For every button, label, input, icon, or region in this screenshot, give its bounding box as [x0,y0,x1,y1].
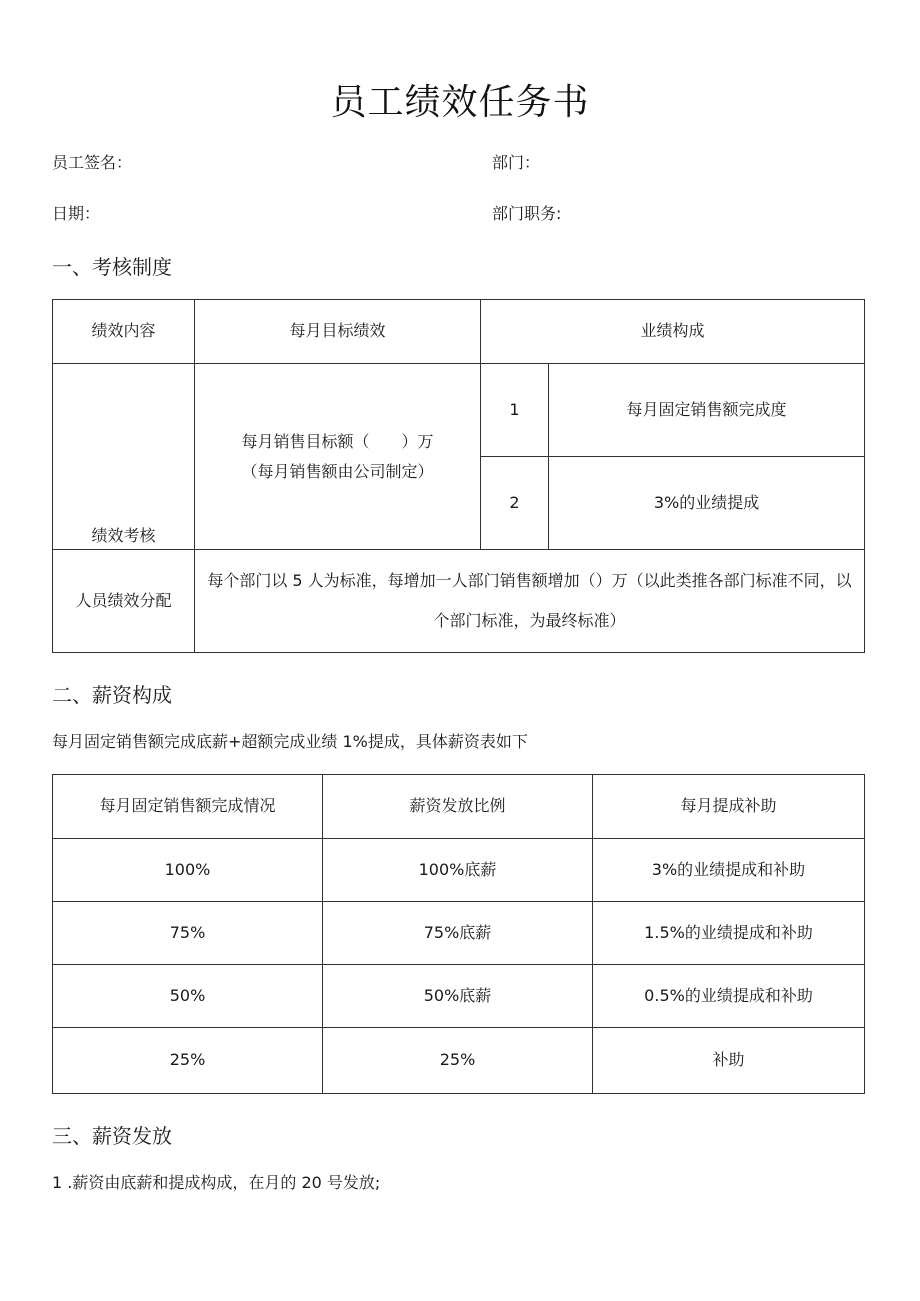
header-perf-content: 绩效内容 [53,300,195,364]
date-label: 日期： [52,204,101,223]
table-cell: 0.5%的业绩提成和补助 [593,965,865,1028]
allocation-label: 人员绩效分配 [53,550,195,653]
header-monthly-target: 每月目标绩效 [195,300,481,364]
section-heading-payment: 三、薪资发放 [52,1124,172,1148]
salary-header-cell: 每月固定销售额完成情况 [53,775,323,839]
allocation-row [53,550,865,653]
item-text: 3%的业绩提成 [549,457,865,550]
salary-header-cell: 每月提成补助 [593,775,865,839]
table-cell: 50%底薪 [323,965,593,1028]
salary-description: 每月固定销售额完成底薪+超额完成业绩 1%提成，具体薪资表如下 [52,732,528,751]
header-performance-composition: 业绩构成 [481,300,865,364]
salary-header-cell: 薪资发放比例 [323,775,593,839]
item-text: 每月固定销售额完成度 [549,364,865,457]
assessment-table [52,299,865,653]
allocation-text: 每个部门以 5 人为标准，每增加一人部门销售额增加（）万（以此类推各部门标准不同，以个部门标准，为最终标准） [195,550,865,653]
table-cell: 75% [53,902,323,965]
assessment-row [53,364,865,457]
position-label: 部门职务: [492,204,562,223]
salary-header-row [53,775,865,839]
table-cell: 100% [53,839,323,902]
section-heading-salary: 二、薪资构成 [52,683,172,707]
item-number: 2 [481,457,549,550]
table-cell: 3%的业绩提成和补助 [593,839,865,902]
salary-table [52,774,865,1094]
monthly-target-cell [195,364,481,550]
employee-sign-label: 员工签名： [52,153,133,172]
table-row [53,902,865,965]
document-title: 员工绩效任务书 [330,82,590,123]
table-cell: 75%底薪 [323,902,593,965]
table-row [53,1028,865,1094]
table-row [53,839,865,902]
section-heading-assessment: 一、考核制度 [52,255,172,279]
target-line-2: （每月销售额由公司制定） [241,461,434,481]
perf-assessment-label: 绩效考核 [53,364,195,550]
payment-item-1: 1 .薪资由底薪和提成构成，在月的 20 号发放; [52,1173,381,1192]
assessment-header-row [53,300,865,364]
table-cell: 25% [53,1028,323,1094]
item-number: 1 [481,364,549,457]
table-cell: 100%底薪 [323,839,593,902]
table-cell: 1.5%的业绩提成和补助 [593,902,865,965]
table-cell: 补助 [593,1028,865,1094]
table-row [53,965,865,1028]
table-cell: 50% [53,965,323,1028]
target-line-1: 每月销售目标额（ ）万 [241,431,434,451]
department-label: 部门： [492,153,541,172]
table-cell: 25% [323,1028,593,1094]
